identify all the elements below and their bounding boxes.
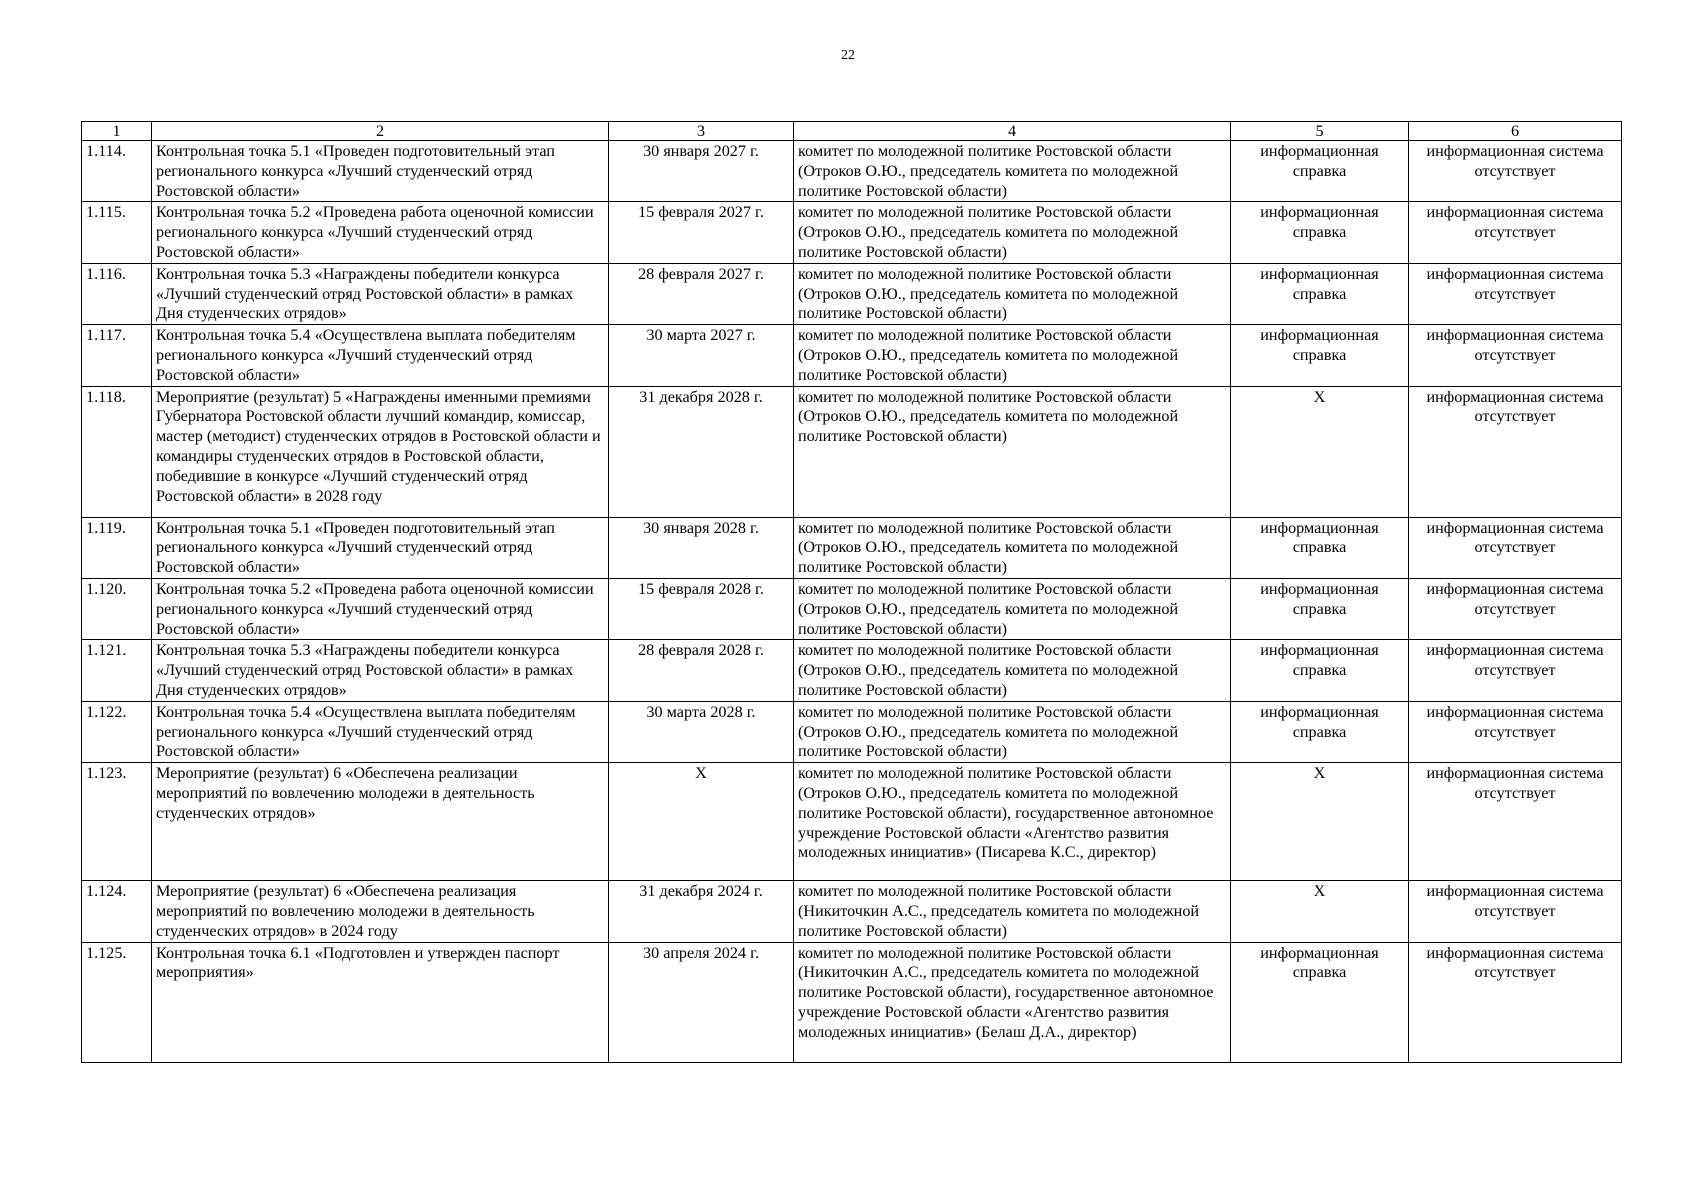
event-name-cell: Контрольная точка 5.2 «Проведена работа оценочной комиссии регионального конкурса «Лучший студенческий отряд Ростовской области» xyxy=(152,202,609,263)
event-name-cell: Контрольная точка 5.1 «Проведен подготовительный этап регионального конкурса «Лучший студенческий отряд Ростовской области» xyxy=(152,141,609,202)
table-row xyxy=(82,578,1622,639)
document-type-cell: информационная справка xyxy=(1231,325,1409,386)
event-name-cell: Контрольная точка 6.1 «Подготовлен и утвержден паспорт мероприятия» xyxy=(152,942,609,1062)
table-row xyxy=(82,640,1622,701)
row-number-cell: 1.118. xyxy=(82,386,152,517)
row-number-cell: 1.123. xyxy=(82,763,152,881)
page-number: 22 xyxy=(841,48,855,63)
deadline-date-cell: 31 декабря 2028 г. xyxy=(609,386,794,517)
deadline-date-cell: 15 февраля 2027 г. xyxy=(609,202,794,263)
information-system-cell: информационная система отсутствует xyxy=(1409,942,1622,1062)
header-cell: 5 xyxy=(1231,122,1409,141)
deadline-date-cell: 30 марта 2027 г. xyxy=(609,325,794,386)
row-number-cell: 1.114. xyxy=(82,141,152,202)
header-cell: 6 xyxy=(1409,122,1622,141)
responsible-executor-cell: комитет по молодежной политике Ростовской области (Отроков О.Ю., председатель комитета по молодежной политике Ростовской области) xyxy=(794,578,1231,639)
event-name-cell: Мероприятие (результат) 6 «Обеспечена реализации мероприятий по вовлечению молодежи в деятельность студенческих отрядов» xyxy=(152,763,609,881)
event-name-cell: Мероприятие (результат) 6 «Обеспечена реализация мероприятий по вовлечению молодежи в деятельность студенческих отрядов» в 2024 году xyxy=(152,881,609,942)
information-system-cell: информационная система отсутствует xyxy=(1409,701,1622,762)
deadline-date-cell: 30 апреля 2024 г. xyxy=(609,942,794,1062)
information-system-cell: информационная система отсутствует xyxy=(1409,202,1622,263)
row-number-cell: 1.116. xyxy=(82,263,152,324)
document-type-cell: Х xyxy=(1231,881,1409,942)
deadline-date-cell: 15 февраля 2028 г. xyxy=(609,578,794,639)
deadline-date-cell: 28 февраля 2027 г. xyxy=(609,263,794,324)
row-number-cell: 1.121. xyxy=(82,640,152,701)
event-name-cell: Контрольная точка 5.4 «Осуществлена выплата победителям регионального конкурса «Лучший студенческий отряд Ростовской области» xyxy=(152,701,609,762)
row-number-cell: 1.117. xyxy=(82,325,152,386)
header-cell: 3 xyxy=(609,122,794,141)
row-number-cell: 1.115. xyxy=(82,202,152,263)
document-type-cell: информационная справка xyxy=(1231,141,1409,202)
responsible-executor-cell: комитет по молодежной политике Ростовской области (Отроков О.Ю., председатель комитета по молодежной политике Ростовской области) xyxy=(794,640,1231,701)
document-type-cell: информационная справка xyxy=(1231,640,1409,701)
header-row xyxy=(82,122,1622,141)
information-system-cell: информационная система отсутствует xyxy=(1409,263,1622,324)
plan-table xyxy=(81,121,1622,1063)
responsible-executor-cell: комитет по молодежной политике Ростовской области (Никиточкин А.С., председатель комитета по молодежной политике Ростовской области) xyxy=(794,881,1231,942)
responsible-executor-cell: комитет по молодежной политике Ростовской области (Отроков О.Ю., председатель комитета по молодежной политике Ростовской области) xyxy=(794,517,1231,578)
responsible-executor-cell: комитет по молодежной политике Ростовской области (Отроков О.Ю., председатель комитета по молодежной политике Ростовской области) xyxy=(794,325,1231,386)
event-name-cell: Контрольная точка 5.2 «Проведена работа оценочной комиссии регионального конкурса «Лучший студенческий отряд Ростовской области» xyxy=(152,578,609,639)
table-row xyxy=(82,763,1622,881)
table-row xyxy=(82,386,1622,517)
information-system-cell: информационная система отсутствует xyxy=(1409,640,1622,701)
table-row xyxy=(82,325,1622,386)
table-row xyxy=(82,701,1622,762)
deadline-date-cell: 28 февраля 2028 г. xyxy=(609,640,794,701)
information-system-cell: информационная система отсутствует xyxy=(1409,763,1622,881)
document-type-cell: информационная справка xyxy=(1231,517,1409,578)
row-number-cell: 1.122. xyxy=(82,701,152,762)
responsible-executor-cell: комитет по молодежной политике Ростовской области (Никиточкин А.С., председатель комитета по молодежной политике Ростовской области), государственное автономное учреждение Ростовской области «Агентство развития молодежных инициатив» (Белаш Д.А., директор) xyxy=(794,942,1231,1062)
event-name-cell: Контрольная точка 5.3 «Награждены победители конкурса «Лучший студенческий отряд Ростовской области» в рамках Дня студенческих отрядов» xyxy=(152,640,609,701)
deadline-date-cell: 30 января 2027 г. xyxy=(609,141,794,202)
responsible-executor-cell: комитет по молодежной политике Ростовской области (Отроков О.Ю., председатель комитета по молодежной политике Ростовской области), государственное автономное учреждение Ростовской области «Агентство развития молодежных инициатив» (Писарева К.С., директор) xyxy=(794,763,1231,881)
row-number-cell: 1.120. xyxy=(82,578,152,639)
responsible-executor-cell: комитет по молодежной политике Ростовской области (Отроков О.Ю., председатель комитета по молодежной политике Ростовской области) xyxy=(794,386,1231,517)
event-name-cell: Контрольная точка 5.4 «Осуществлена выплата победителям регионального конкурса «Лучший студенческий отряд Ростовской области» xyxy=(152,325,609,386)
document-type-cell: Х xyxy=(1231,386,1409,517)
table-row xyxy=(82,263,1622,324)
deadline-date-cell: 31 декабря 2024 г. xyxy=(609,881,794,942)
information-system-cell: информационная система отсутствует xyxy=(1409,881,1622,942)
event-name-cell: Контрольная точка 5.1 «Проведен подготовительный этап регионального конкурса «Лучший студенческий отряд Ростовской области» xyxy=(152,517,609,578)
document-type-cell: Х xyxy=(1231,763,1409,881)
row-number-cell: 1.119. xyxy=(82,517,152,578)
responsible-executor-cell: комитет по молодежной политике Ростовской области (Отроков О.Ю., председатель комитета по молодежной политике Ростовской области) xyxy=(794,141,1231,202)
document-type-cell: информационная справка xyxy=(1231,263,1409,324)
event-name-cell: Контрольная точка 5.3 «Награждены победители конкурса «Лучший студенческий отряд Ростовской области» в рамках Дня студенческих отрядов» xyxy=(152,263,609,324)
document-type-cell: информационная справка xyxy=(1231,578,1409,639)
header-cell: 4 xyxy=(794,122,1231,141)
responsible-executor-cell: комитет по молодежной политике Ростовской области (Отроков О.Ю., председатель комитета по молодежной политике Ростовской области) xyxy=(794,701,1231,762)
document-type-cell: информационная справка xyxy=(1231,701,1409,762)
table-row xyxy=(82,881,1622,942)
table-row xyxy=(82,517,1622,578)
header-cell: 2 xyxy=(152,122,609,141)
table-row xyxy=(82,141,1622,202)
information-system-cell: информационная система отсутствует xyxy=(1409,325,1622,386)
information-system-cell: информационная система отсутствует xyxy=(1409,386,1622,517)
row-number-cell: 1.124. xyxy=(82,881,152,942)
table-row xyxy=(82,202,1622,263)
information-system-cell: информационная система отсутствует xyxy=(1409,141,1622,202)
deadline-date-cell: 30 января 2028 г. xyxy=(609,517,794,578)
responsible-executor-cell: комитет по молодежной политике Ростовской области (Отроков О.Ю., председатель комитета по молодежной политике Ростовской области) xyxy=(794,202,1231,263)
deadline-date-cell: Х xyxy=(609,763,794,881)
deadline-date-cell: 30 марта 2028 г. xyxy=(609,701,794,762)
event-name-cell: Мероприятие (результат) 5 «Награждены именными премиями Губернатора Ростовской области лучший командир, комиссар, мастер (методист) студенческих отрядов в Ростовской области и командиры студенческих отрядов в Ростовской области, победившие в конкурсе «Лучший студенческий отряд Ростовской области» в 2028 году xyxy=(152,386,609,517)
header-cell: 1 xyxy=(82,122,152,141)
document-type-cell: информационная справка xyxy=(1231,942,1409,1062)
information-system-cell: информационная система отсутствует xyxy=(1409,517,1622,578)
document-type-cell: информационная справка xyxy=(1231,202,1409,263)
information-system-cell: информационная система отсутствует xyxy=(1409,578,1622,639)
responsible-executor-cell: комитет по молодежной политике Ростовской области (Отроков О.Ю., председатель комитета по молодежной политике Ростовской области) xyxy=(794,263,1231,324)
table-row xyxy=(82,942,1622,1062)
row-number-cell: 1.125. xyxy=(82,942,152,1062)
